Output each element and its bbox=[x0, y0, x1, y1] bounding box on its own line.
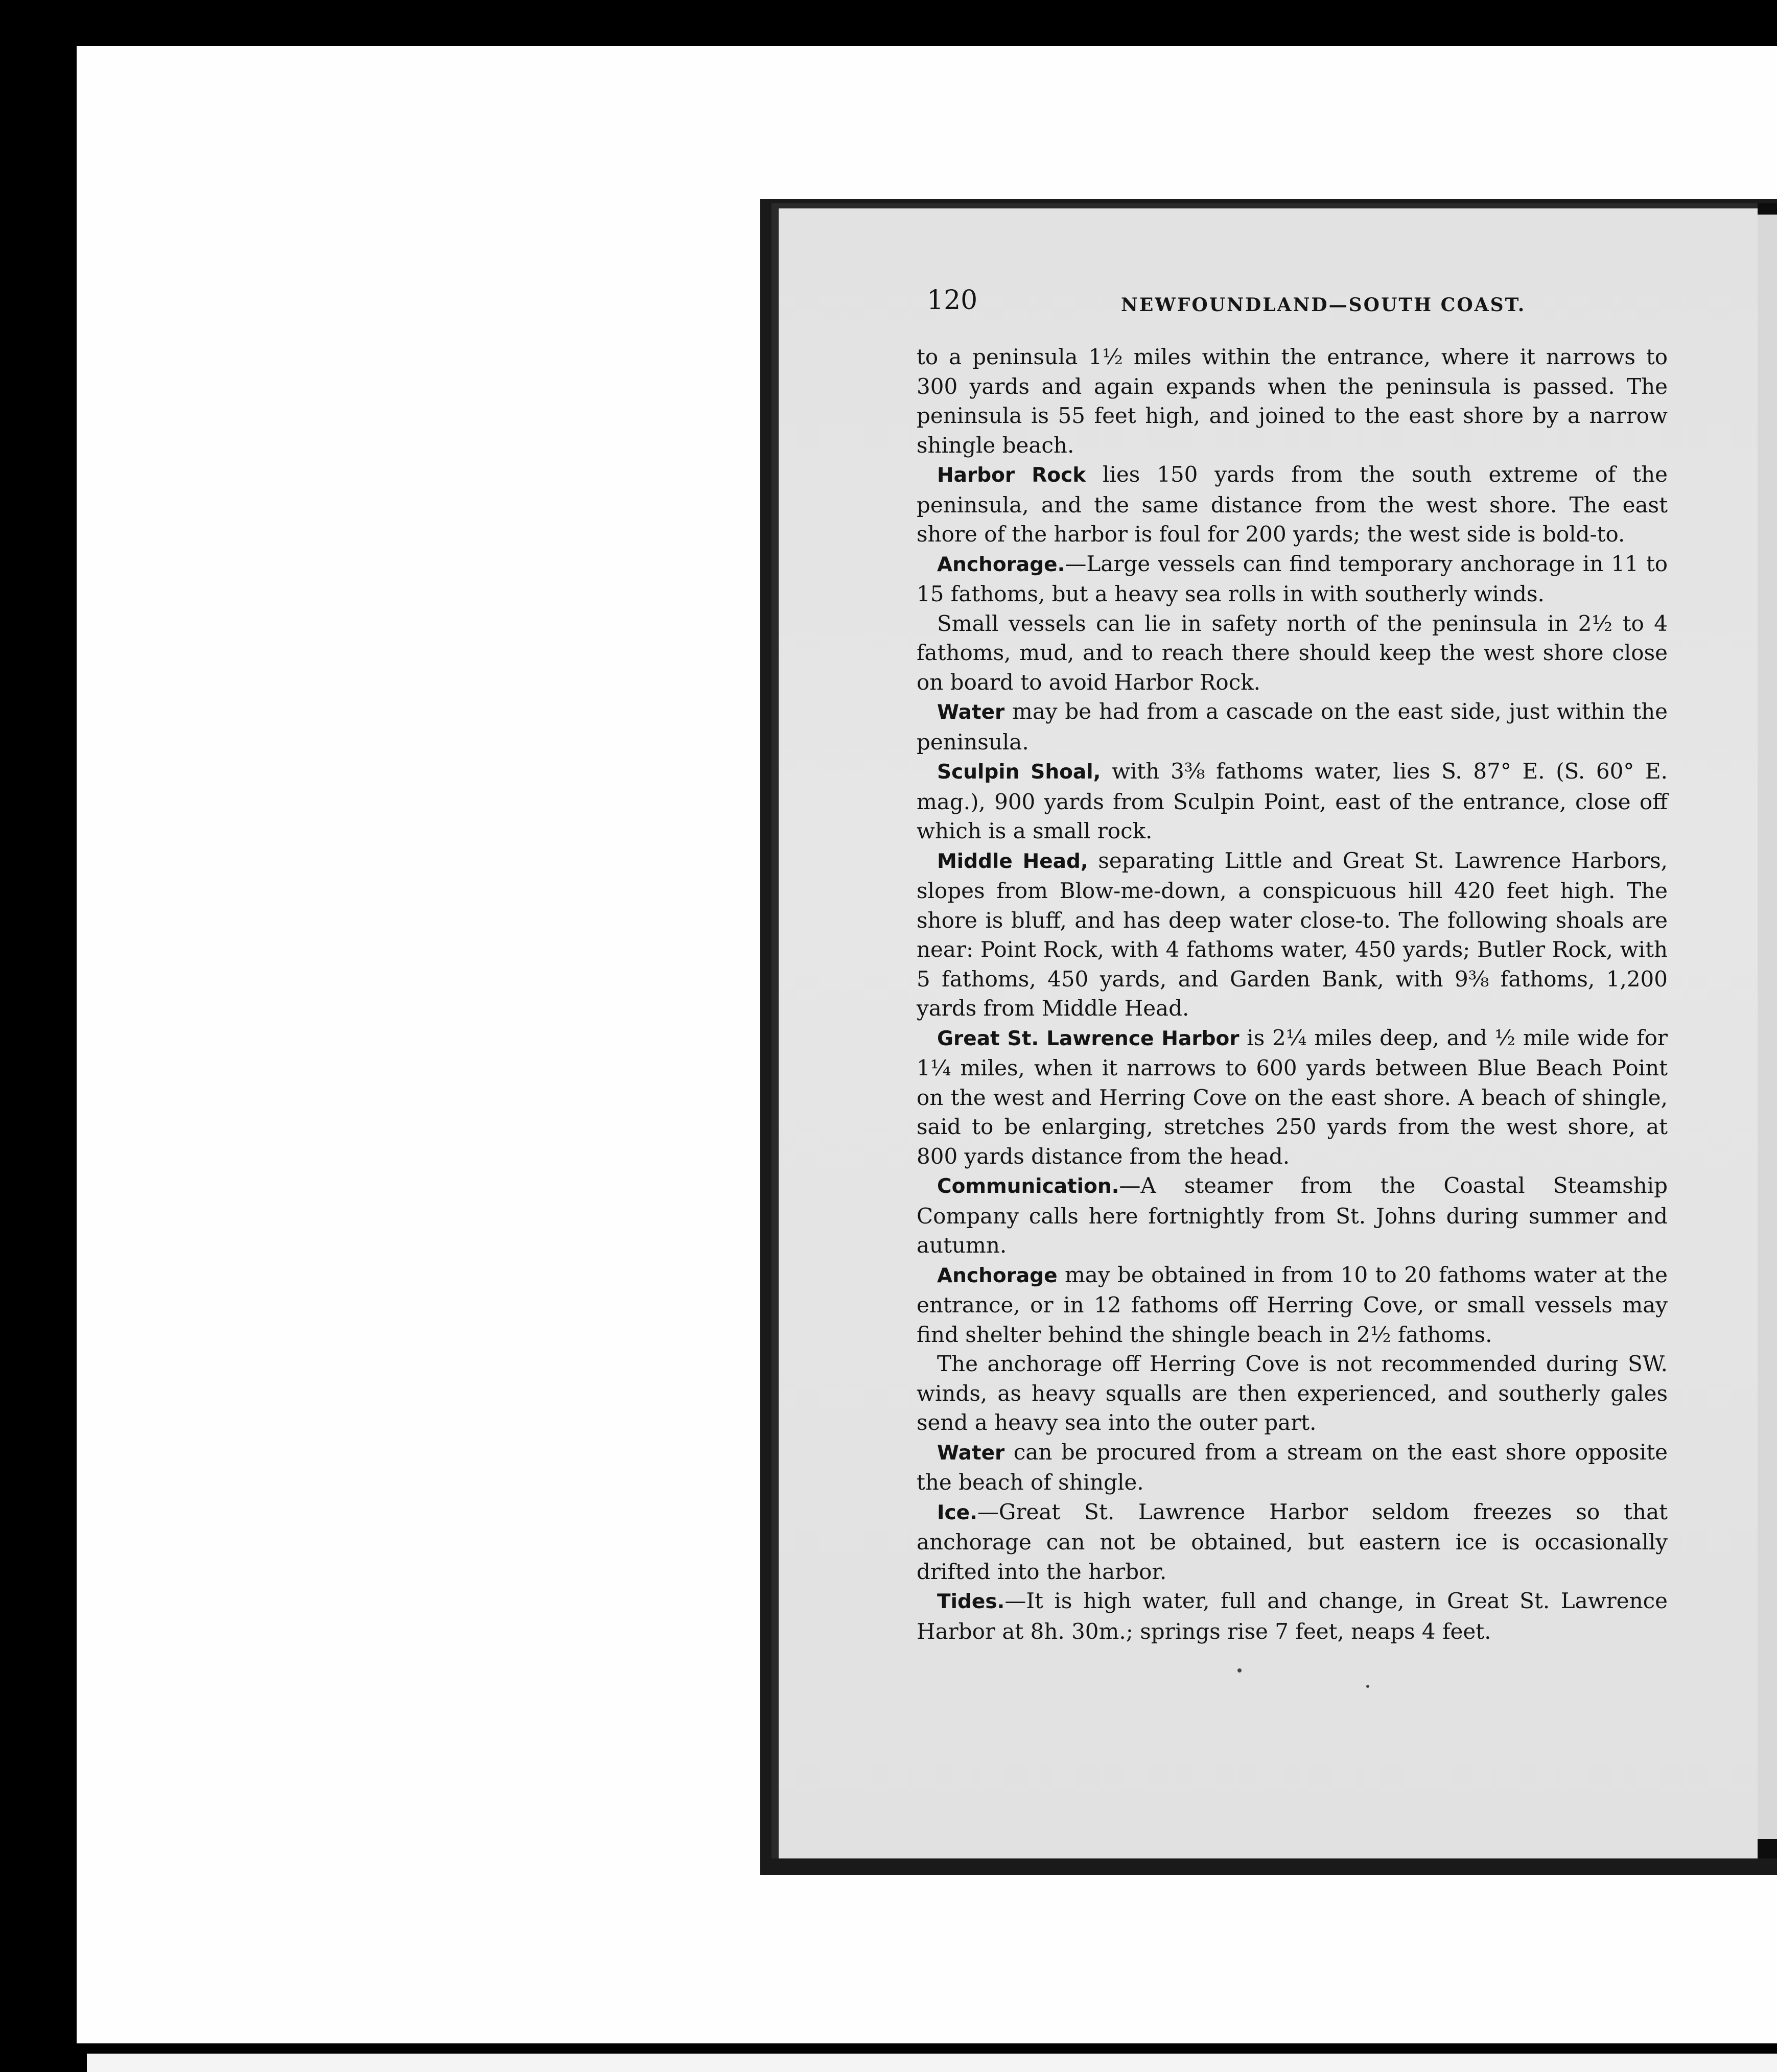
paragraph bbox=[917, 1586, 1668, 1646]
running-title: NEWFOUNDLAND—SOUTH COAST. bbox=[1121, 294, 1526, 316]
paragraph-heading: Ice. bbox=[937, 1501, 977, 1524]
paragraph bbox=[917, 1171, 1668, 1260]
paragraph-text: —It is high water, full and change, in Great St. Lawrence Harbor at 8h. 30m.; springs rise 7 feet, neaps 4 feet. bbox=[917, 1588, 1668, 1644]
film-strip-edge bbox=[87, 2054, 1777, 2072]
paragraph bbox=[917, 757, 1668, 846]
book-page bbox=[771, 203, 1758, 1858]
paragraph-heading: Tides. bbox=[937, 1590, 1005, 1613]
paragraph-heading: Sculpin Shoal, bbox=[937, 761, 1101, 784]
paragraph-heading: Harbor Rock bbox=[937, 464, 1086, 487]
paragraph-text: is 2¼ miles deep, and ½ mile wide for 1¼ miles, when it narrows to 600 yards between Blue Beach Point on the west and Herring Cove on the east shore. A beach of shingle, said to be enlarging, stretches 250 yards from the west shore, at 800 yards distance from the head. bbox=[917, 1025, 1668, 1169]
dust-speck bbox=[1366, 1685, 1369, 1688]
paragraph-heading: Communication. bbox=[937, 1175, 1119, 1198]
running-head bbox=[927, 285, 1673, 326]
paragraph-text: separating Little and Great St. Lawrence Harbors, slopes from Blow-me-down, a conspicuous hill 420 feet high. The shore is bluff, and has deep water close-to. The following shoals are near: Point Rock, with 4 fathoms water, 450 yards; Butler Rock, with 5 fathoms, 450 yards, and Garden Bank, with 9⅜ fathoms, 1,200 yards from Middle Head. bbox=[917, 847, 1668, 1021]
dust-speck bbox=[1237, 1668, 1242, 1673]
paragraph bbox=[917, 1497, 1668, 1587]
page-number: 120 bbox=[927, 285, 978, 316]
paragraph bbox=[917, 549, 1668, 609]
paragraph-heading: Water bbox=[937, 1441, 1005, 1465]
paragraph-text: The anchorage off Herring Cove is not recommended during SW. winds, as heavy squalls are then experienced, and southerly gales send a heavy sea into the outer part. bbox=[917, 1351, 1668, 1435]
paragraph bbox=[917, 1023, 1668, 1171]
paragraph-heading: Anchorage. bbox=[937, 553, 1065, 576]
paragraph-text: lies 150 yards from the south extreme of the peninsula, and the same distance from the west shore. The east shore of the harbor is foul for 200 yards; the west side is bold-to. bbox=[917, 462, 1668, 547]
paragraph bbox=[917, 460, 1668, 549]
paragraph-text: —A steamer from the Coastal Steamship Company calls here fortnightly from St. Johns during summer and autumn. bbox=[917, 1173, 1668, 1258]
paragraph-text: may be had from a cascade on the east side, just within the peninsula. bbox=[917, 699, 1668, 755]
paragraph-text: Small vessels can lie in safety north of the peninsula in 2½ to 4 fathoms, mud, and to reach there should keep the west shore close on board to avoid Harbor Rock. bbox=[917, 610, 1668, 695]
paragraph-heading: Middle Head, bbox=[937, 850, 1088, 873]
paragraph-heading: Great St. Lawrence Harbor bbox=[937, 1027, 1240, 1050]
paragraph bbox=[917, 342, 1668, 460]
page-body bbox=[917, 342, 1668, 1646]
paragraph-heading: Anchorage bbox=[937, 1264, 1058, 1287]
paragraph bbox=[917, 1438, 1668, 1497]
paragraph-text: —Large vessels can find temporary anchorage in 11 to 15 fathoms, but a heavy sea rolls in with southerly winds. bbox=[917, 551, 1668, 606]
paragraph-text: to a peninsula 1½ miles within the entrance, where it narrows to 300 yards and again expands when the peninsula is passed. The peninsula is 55 feet high, and joined to the east shore by a narrow shingle beach. bbox=[917, 344, 1668, 458]
paragraph-heading: Water bbox=[937, 701, 1005, 724]
paragraph-text: can be procured from a stream on the east shore opposite the beach of shingle. bbox=[917, 1439, 1668, 1495]
paragraph-text: with 3⅜ fathoms water, lies S. 87° E. (S. 60° E. mag.), 900 yards from Sculpin Point, east of the entrance, close off which is a small rock. bbox=[917, 759, 1668, 843]
facing-page-edge bbox=[1757, 215, 1777, 1839]
paragraph bbox=[917, 1349, 1668, 1438]
paragraph bbox=[917, 697, 1668, 757]
paragraph-text: may be obtained in from 10 to 20 fathoms water at the entrance, or in 12 fathoms off Herring Cove, or small vessels may find shelter behind the shingle beach in 2½ fathoms. bbox=[917, 1262, 1668, 1347]
paragraph bbox=[917, 846, 1668, 1023]
paragraph bbox=[917, 1260, 1668, 1350]
paragraph-text: —Great St. Lawrence Harbor seldom freezes so that anchorage can not be obtained, but eastern ice is occasionally drifted into the harbor. bbox=[917, 1499, 1668, 1584]
paragraph bbox=[917, 609, 1668, 697]
